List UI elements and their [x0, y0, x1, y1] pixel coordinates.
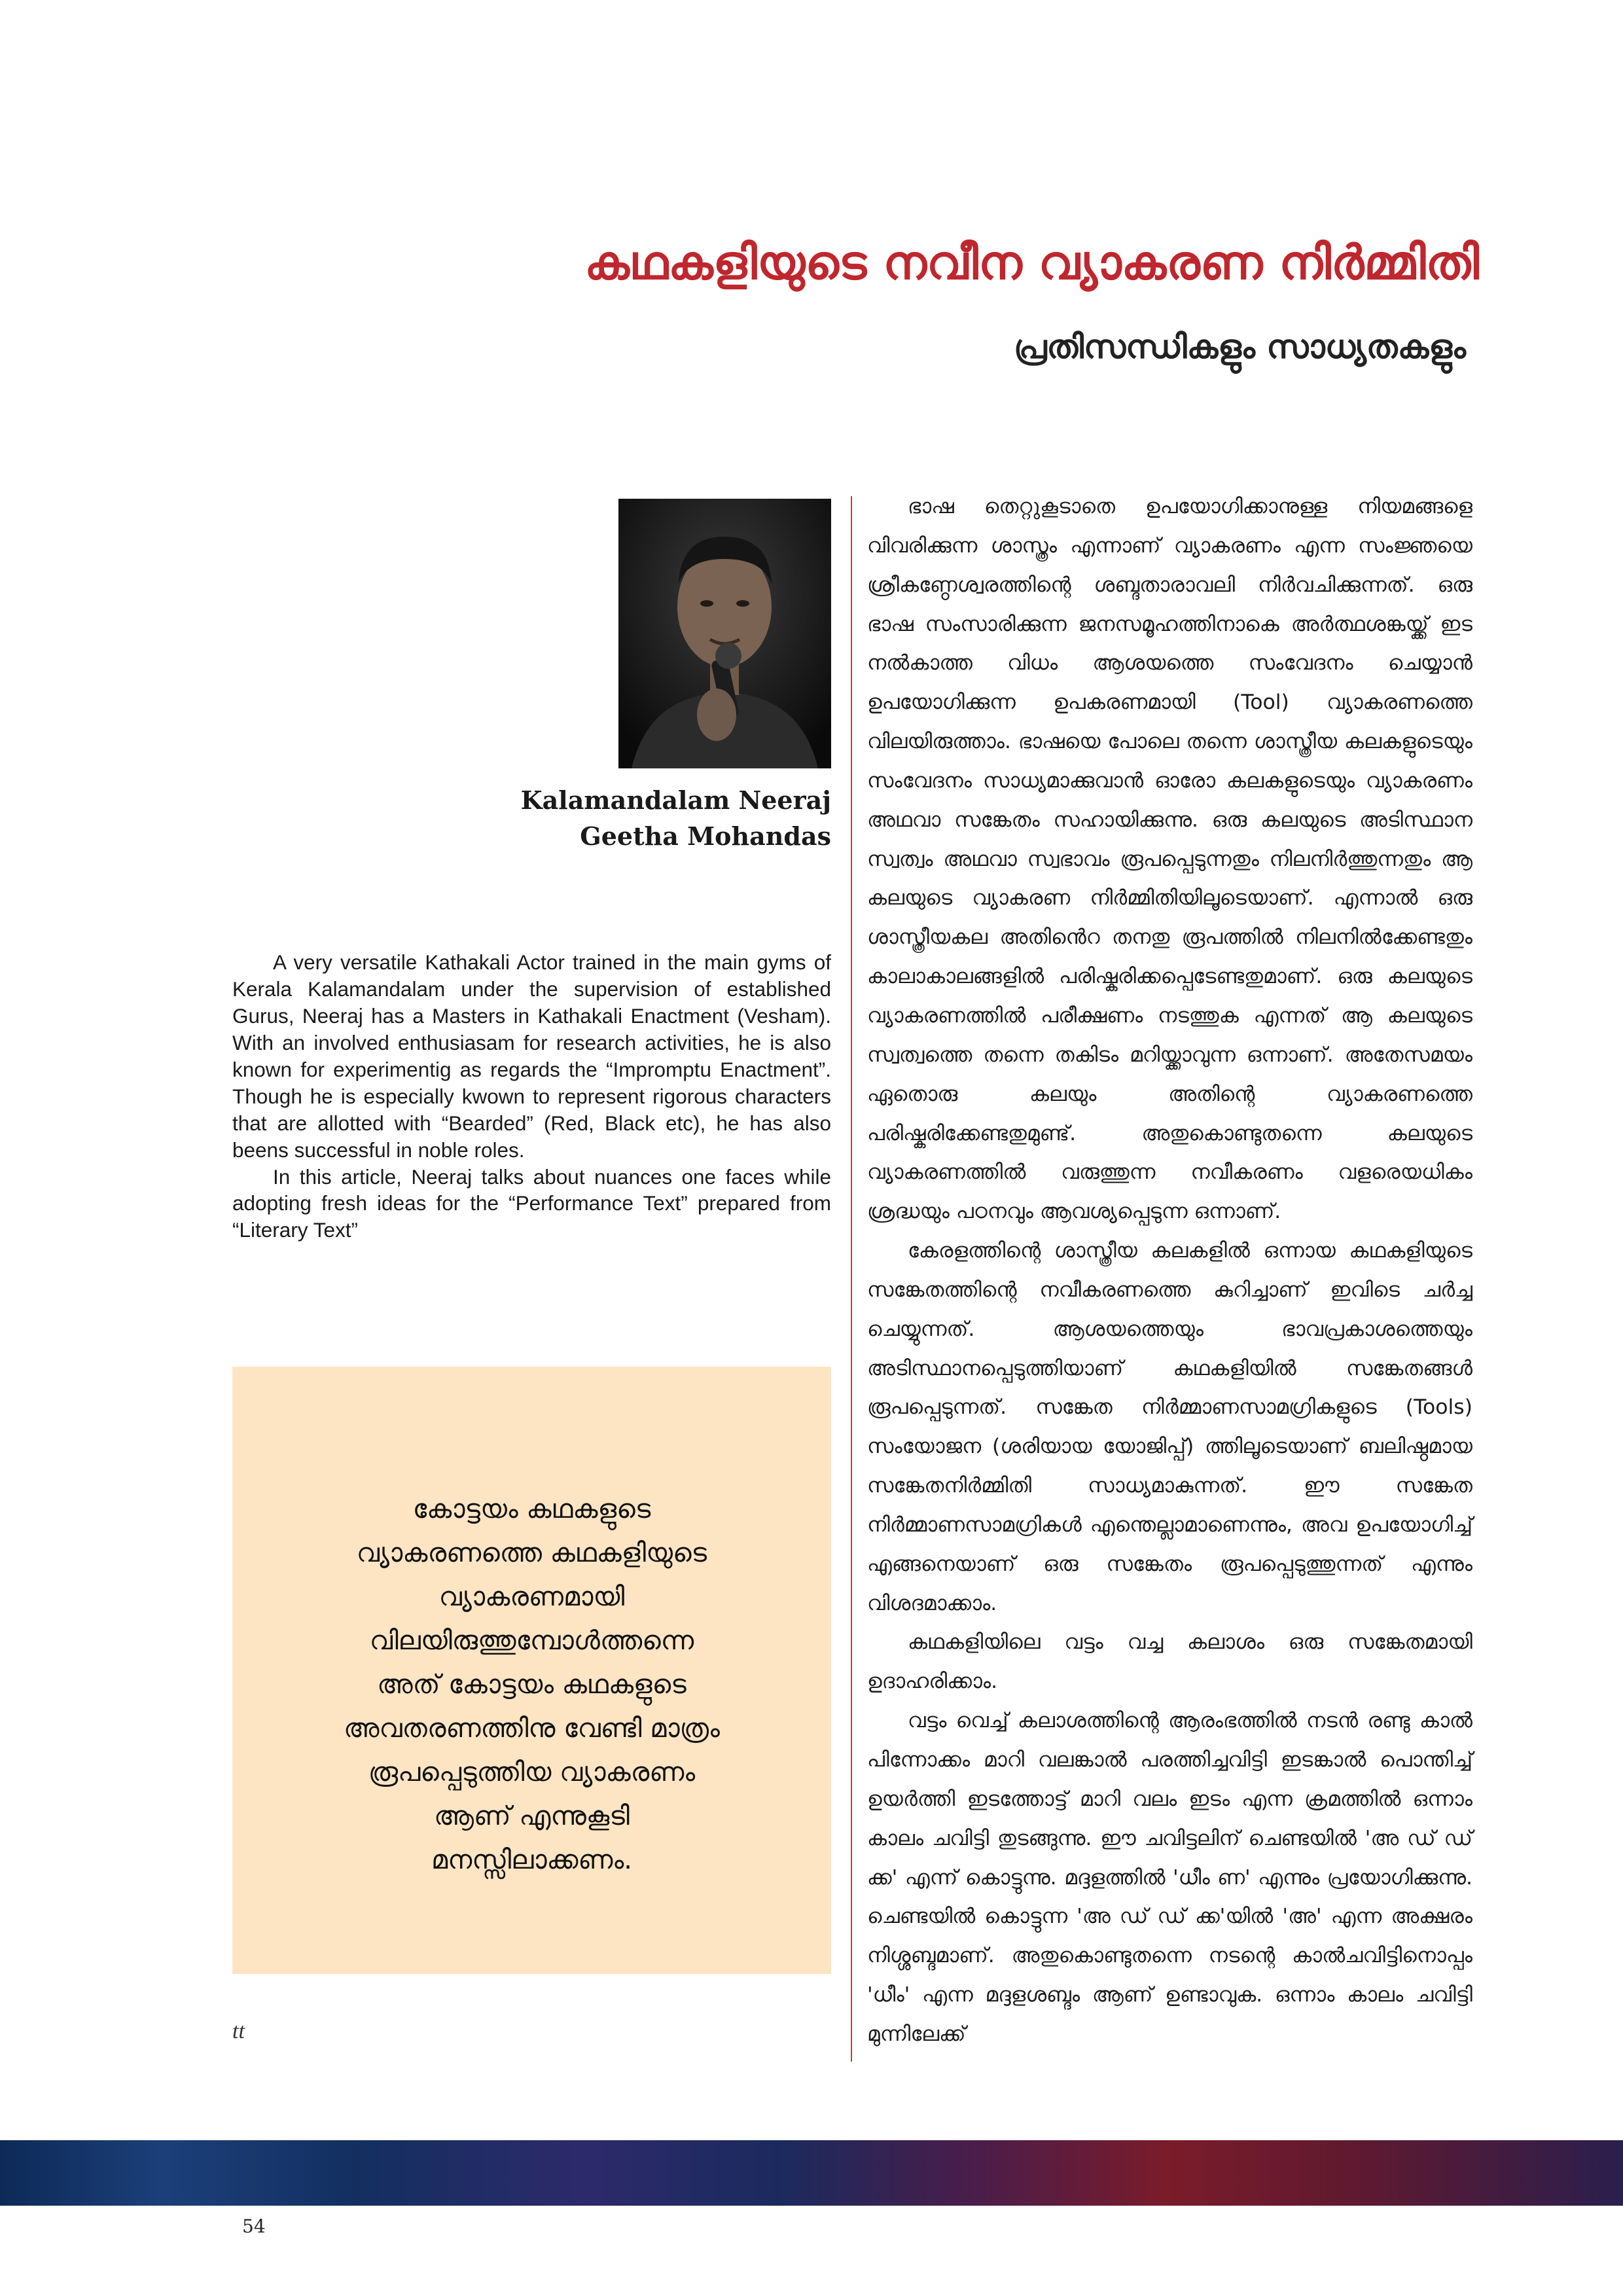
pull-quote-line: അവതരണത്തിനു വേണ്ടി മാത്രം — [344, 1713, 720, 1744]
body-paragraph: ഭാഷ തെറ്റുകൂടാതെ ഉപയോഗിക്കാനുള്ള നിയമങ്ങളെ വിവരിക്കുന്ന ശാസ്ത്രം എന്നാണ് വ്യാകരണം എന്ന സംജ്ഞയെ ശ്രീകണ്ഠേശ്വരത്തിന്റെ ശബ്ദതാരാവലി നിർവചിക്കുന്നത്. ഒരു ഭാഷ സംസാരിക്കുന്ന ജനസമൂഹത്തിനാകെ അർത്ഥശങ്കയ്ക്ക് ഇട നൽകാത്ത വിധം ആശയത്തെ സംവേദനം ചെയ്യാൻ ഉപയോഗിക്കുന്ന ഉപകരണമായി (Tool) വ്യാകരണത്തെ വിലയിരുത്താം. ഭാഷയെ പോലെ തന്നെ ശാസ്ത്രീയ കലകളുടെയും സംവേദനം സാധ്യമാക്കുവാൻ ഓരോ കലകളുടെയും വ്യാകരണം അഥവാ സങ്കേതം സഹായിക്കുന്നു. ഒരു കലയുടെ അടിസ്ഥാന സ്വത്വം അഥവാ സ്വഭാവം രൂപപ്പെടുന്നതും നിലനിർത്തുന്നതും ആ കലയുടെ വ്യാകരണ നിർമ്മിതിയിലൂടെയാണ്. എന്നാൽ ഒരു ശാസ്ത്രീയകല അതിൻെറ തനതു രൂപത്തിൽ നിലനിൽക്കേണ്ടതും കാലാകാലങ്ങളിൽ പരിഷ്കരിക്കപ്പെടേണ്ടതുമാണ്. ഒരു കലയുടെ വ്യാകരണത്തിൽ പരീക്ഷണം നടത്തുക എന്നത് ആ കലയുടെ സ്വത്വത്തെ തന്നെ തകിടം മറിയ്ക്കാവുന്ന ഒന്നാണ്. അതേസമയം ഏതൊരു കലയും അതിന്റെ വ്യാകരണത്തെ പരിഷ്കരിക്കേണ്ടതുമുണ്ട്. അതുകൊണ്ടുതന്നെ കലയുടെ വ്യാകരണത്തിൽ വരുത്തുന്ന നവീകരണം വളരെയധികം ശ്രദ്ധയും പഠനവും ആവശ്യപ്പെടുന്ന ഒന്നാണ്. — [867, 495, 1472, 1224]
pull-quote-line: രൂപപ്പെടുത്തിയ വ്യാകരണം — [368, 1757, 696, 1787]
body-paragraph: കഥകളിയിലെ വട്ടം വച്ച കലാശം ഒരു സങ്കേതമായി ഉദാഹരിക്കാം. — [867, 1630, 1472, 1694]
bio-paragraph: In this article, Neeraj talks about nuances one faces while adopting fresh ideas for the “Performance Text” prepared from “Literary Text” — [232, 1164, 831, 1242]
bio-paragraph: A very versatile Kathakali Actor trained in the main gyms of Kerala Kalamandalam under the supervision of established Gurus, Neeraj has a Masters in Kathakali Enactment (Vesham). With an involved enthusiasam for research activities, he is also known for experimentig as regards the “Impromptu Enactment”. Though he is especially kwown to represent rigorous characters that are allotted with “Bearded” (Red, Black etc), he has also beens successful in noble roles. — [232, 950, 831, 1162]
author-byline — [366, 782, 831, 854]
author-photo — [618, 499, 831, 768]
author-name: Kalamandalam Neeraj — [520, 785, 831, 815]
pull-quote-line: വ്യാകരണത്തെ കഥകളിയുടെ — [356, 1538, 707, 1568]
article-body — [867, 488, 1472, 2054]
footer-decorative-band — [0, 2140, 1623, 2206]
article-subtitle: പ്രതിസന്ധികളും സാധ്യതകളും — [1014, 328, 1466, 366]
article-title: കഥകളിയുടെ നവീന വ്യാകരണ നിർമ്മിതി — [584, 235, 1479, 290]
body-paragraph: കേരളത്തിന്റെ ശാസ്ത്രീയ കലകളിൽ ഒന്നായ കഥകളിയുടെ സങ്കേതത്തിന്റെ നവീകരണത്തെ കുറിച്ചാണ് ഇവിടെ ചർച്ച ചെയ്യുന്നത്. ആശയത്തെയും ഭാവപ്രകാശത്തെയും അടിസ്ഥാനപ്പെടുത്തിയാണ് കഥകളിയിൽ സങ്കേതങ്ങൾ രൂപപ്പെടുന്നത്. സങ്കേത നിർമ്മാണസാമഗ്രികളുടെ (Tools) സംയോജന (ശരിയായ യോജിപ്പ്) ത്തിലൂടെയാണ് ബലിഷ്ഠമായ സങ്കേതനിർമ്മിതി സാധ്യമാകുന്നത്. ഈ സങ്കേത നിർമ്മാണസാമഗ്രികൾ എന്തെല്ലാമാണെന്നും, അവ ഉപയോഗിച്ച് എങ്ങനെയാണ് ഒരു സങ്കേതം രൂപപ്പെടുത്തുന്നത് എന്നും വിശദമാക്കാം. — [867, 1239, 1472, 1615]
pull-quote-line: അത് കോട്ടയം കഥകളുടെ — [377, 1670, 687, 1700]
pull-quote-line: ആണ് എന്നുകൂടി — [434, 1801, 630, 1831]
pull-quote-line: വ്യാകരണമായി — [438, 1582, 625, 1612]
body-paragraph: വട്ടം വെച്ച് കലാശത്തിന്റെ ആരംഭത്തിൽ നടൻ രണ്ടു കാൽ പിന്നോക്കം മാറി വലങ്കാൽ പരത്തിച്ചവിട്ടി ഇടങ്കാൽ പൊന്തിച്ച് ഉയർത്തി ഇടത്തോട്ട് മാറി വലം ഇടം എന്ന ക്രമത്തിൽ ഒന്നാം കാലം ചവിട്ടി തുടങ്ങുന്നു. ഈ ചവിട്ടലിന് ചെണ്ടയിൽ 'അ ഡ് ഡ് ക്ക' എന്ന് കൊട്ടുന്നു. മദ്ദളത്തിൽ 'ധീം ണ' എന്നും പ്രയോഗിക്കുന്നു. ചെണ്ടയിൽ കൊട്ടുന്ന 'അ ഡ് ഡ് ക്ക'യിൽ 'അ' എന്ന അക്ഷരം നിശ്ശബ്ദമാണ്. അതുകൊണ്ടുതന്നെ നടന്റെ കാൽചവിട്ടിനൊപ്പം 'ധീം' എന്ന മദ്ദളശബ്ദം ആണ് ഉണ്ടാവുക. ഒന്നാം കാലം ചവിട്ടി മുന്നിലേക്ക് — [867, 1709, 1472, 2046]
page-number: 54 — [242, 2215, 266, 2237]
author-bio — [232, 949, 831, 1244]
coauthor-name: Geetha Mohandas — [580, 821, 831, 852]
column-divider — [851, 496, 852, 2062]
pull-quote-line: മനസ്സിലാക്കണം. — [431, 1845, 632, 1875]
pull-quote-text — [232, 1488, 831, 1882]
pull-quote-line: കോട്ടയം കഥകളുടെ — [412, 1494, 651, 1524]
pull-quote-line: വിലയിരുത്തുമ്പോൾത്തന്നെ — [369, 1626, 694, 1656]
section-mark: tt — [232, 2019, 245, 2043]
pull-quote-box — [232, 1367, 831, 1974]
